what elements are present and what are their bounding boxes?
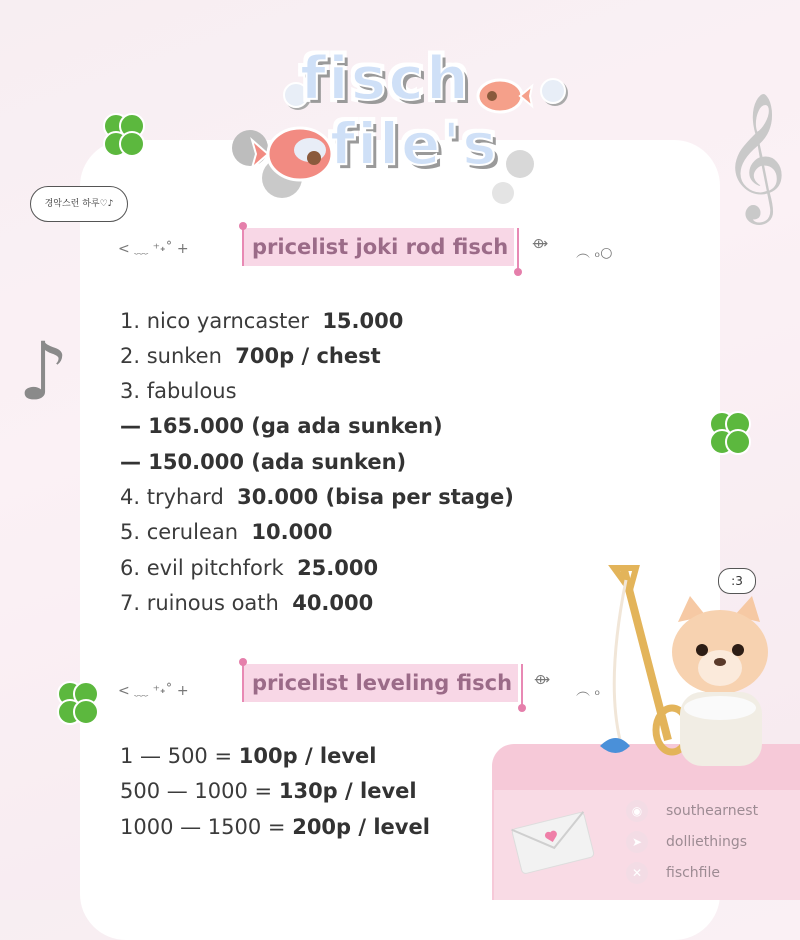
leveling-list-item	[120, 744, 377, 768]
telegram-icon: ➤	[626, 831, 648, 853]
item-price: 15.000	[322, 309, 404, 333]
social-link[interactable]	[626, 831, 747, 853]
koi-fish-icon	[250, 112, 340, 192]
price-list-item	[120, 379, 237, 403]
price-list-item	[120, 450, 406, 474]
leveling-list-item	[120, 815, 430, 839]
item-price: — 165.000 (ga ada sunken)	[120, 414, 443, 438]
section1-title: pricelist joki rod fisch	[242, 228, 514, 266]
price-list-item	[120, 414, 443, 438]
level-price: 100p / level	[238, 744, 377, 768]
treble-clef-icon: 𝄞	[722, 91, 788, 219]
level-range: 1 — 500 =	[120, 744, 233, 768]
item-price: 40.000	[292, 591, 374, 615]
social-link[interactable]	[626, 800, 758, 822]
wave-deco-right: ︵ ₒ	[576, 683, 601, 699]
item-price: 700p / chest	[235, 344, 381, 368]
item-price: 25.000	[297, 556, 379, 580]
price-list-item	[120, 591, 373, 615]
speech-bubble: :3	[718, 568, 756, 594]
item-label: 6. evil pitchfork	[120, 556, 284, 580]
logo-line2: file's	[330, 110, 499, 178]
item-label: 7. ruinous oath	[120, 591, 279, 615]
clover-icon	[50, 676, 106, 732]
wave-deco-left: < ﹏ ⁺˖˚ +	[118, 241, 189, 257]
level-range: 1000 — 1500 =	[120, 815, 286, 839]
music-note-icon: ♪	[18, 325, 70, 418]
leveling-list-item	[120, 779, 417, 803]
item-price: 30.000 (bisa per stage)	[237, 485, 514, 509]
item-price: — 150.000 (ada sunken)	[120, 450, 407, 474]
fox-figure	[660, 596, 780, 766]
level-range: 500 — 1000 =	[120, 779, 273, 803]
social-handle: dolliethings	[666, 834, 748, 850]
social-handle: fischfile	[666, 865, 721, 881]
social-handle: southearnest	[666, 803, 759, 819]
level-price: 130p / level	[278, 779, 417, 803]
item-label: 5. cerulean	[120, 520, 239, 544]
wave-deco-right: ︵ ₒ○	[576, 245, 613, 261]
item-price: 10.000	[251, 520, 333, 544]
social-link[interactable]	[626, 862, 720, 884]
item-label: 3. fabulous	[120, 379, 237, 403]
price-list-item	[120, 309, 403, 333]
item-label: 2. sunken	[120, 344, 222, 368]
wave-deco-left: < ﹏ ⁺˖˚ +	[118, 683, 189, 699]
item-label: 1. nico yarncaster	[120, 309, 309, 333]
discord-icon: ◉	[626, 800, 648, 822]
sticker-badge: 경악스런 하루♡♪	[30, 186, 128, 222]
clover-icon	[96, 108, 152, 164]
clover-icon	[702, 406, 758, 462]
item-label: 4. tryhard	[120, 485, 224, 509]
envelope-icon	[510, 808, 596, 878]
price-list-item	[120, 485, 514, 509]
fish-deco-right: ⟴	[532, 236, 549, 252]
price-list-item	[120, 344, 381, 368]
price-list-item	[120, 520, 332, 544]
logo-line1: fisch	[300, 44, 471, 114]
section2-title: pricelist leveling fisch	[242, 664, 518, 702]
fish-deco-right: ⟴	[534, 672, 551, 688]
x-icon: ✕	[626, 862, 648, 884]
price-list-item	[120, 556, 378, 580]
level-price: 200p / level	[292, 815, 430, 839]
